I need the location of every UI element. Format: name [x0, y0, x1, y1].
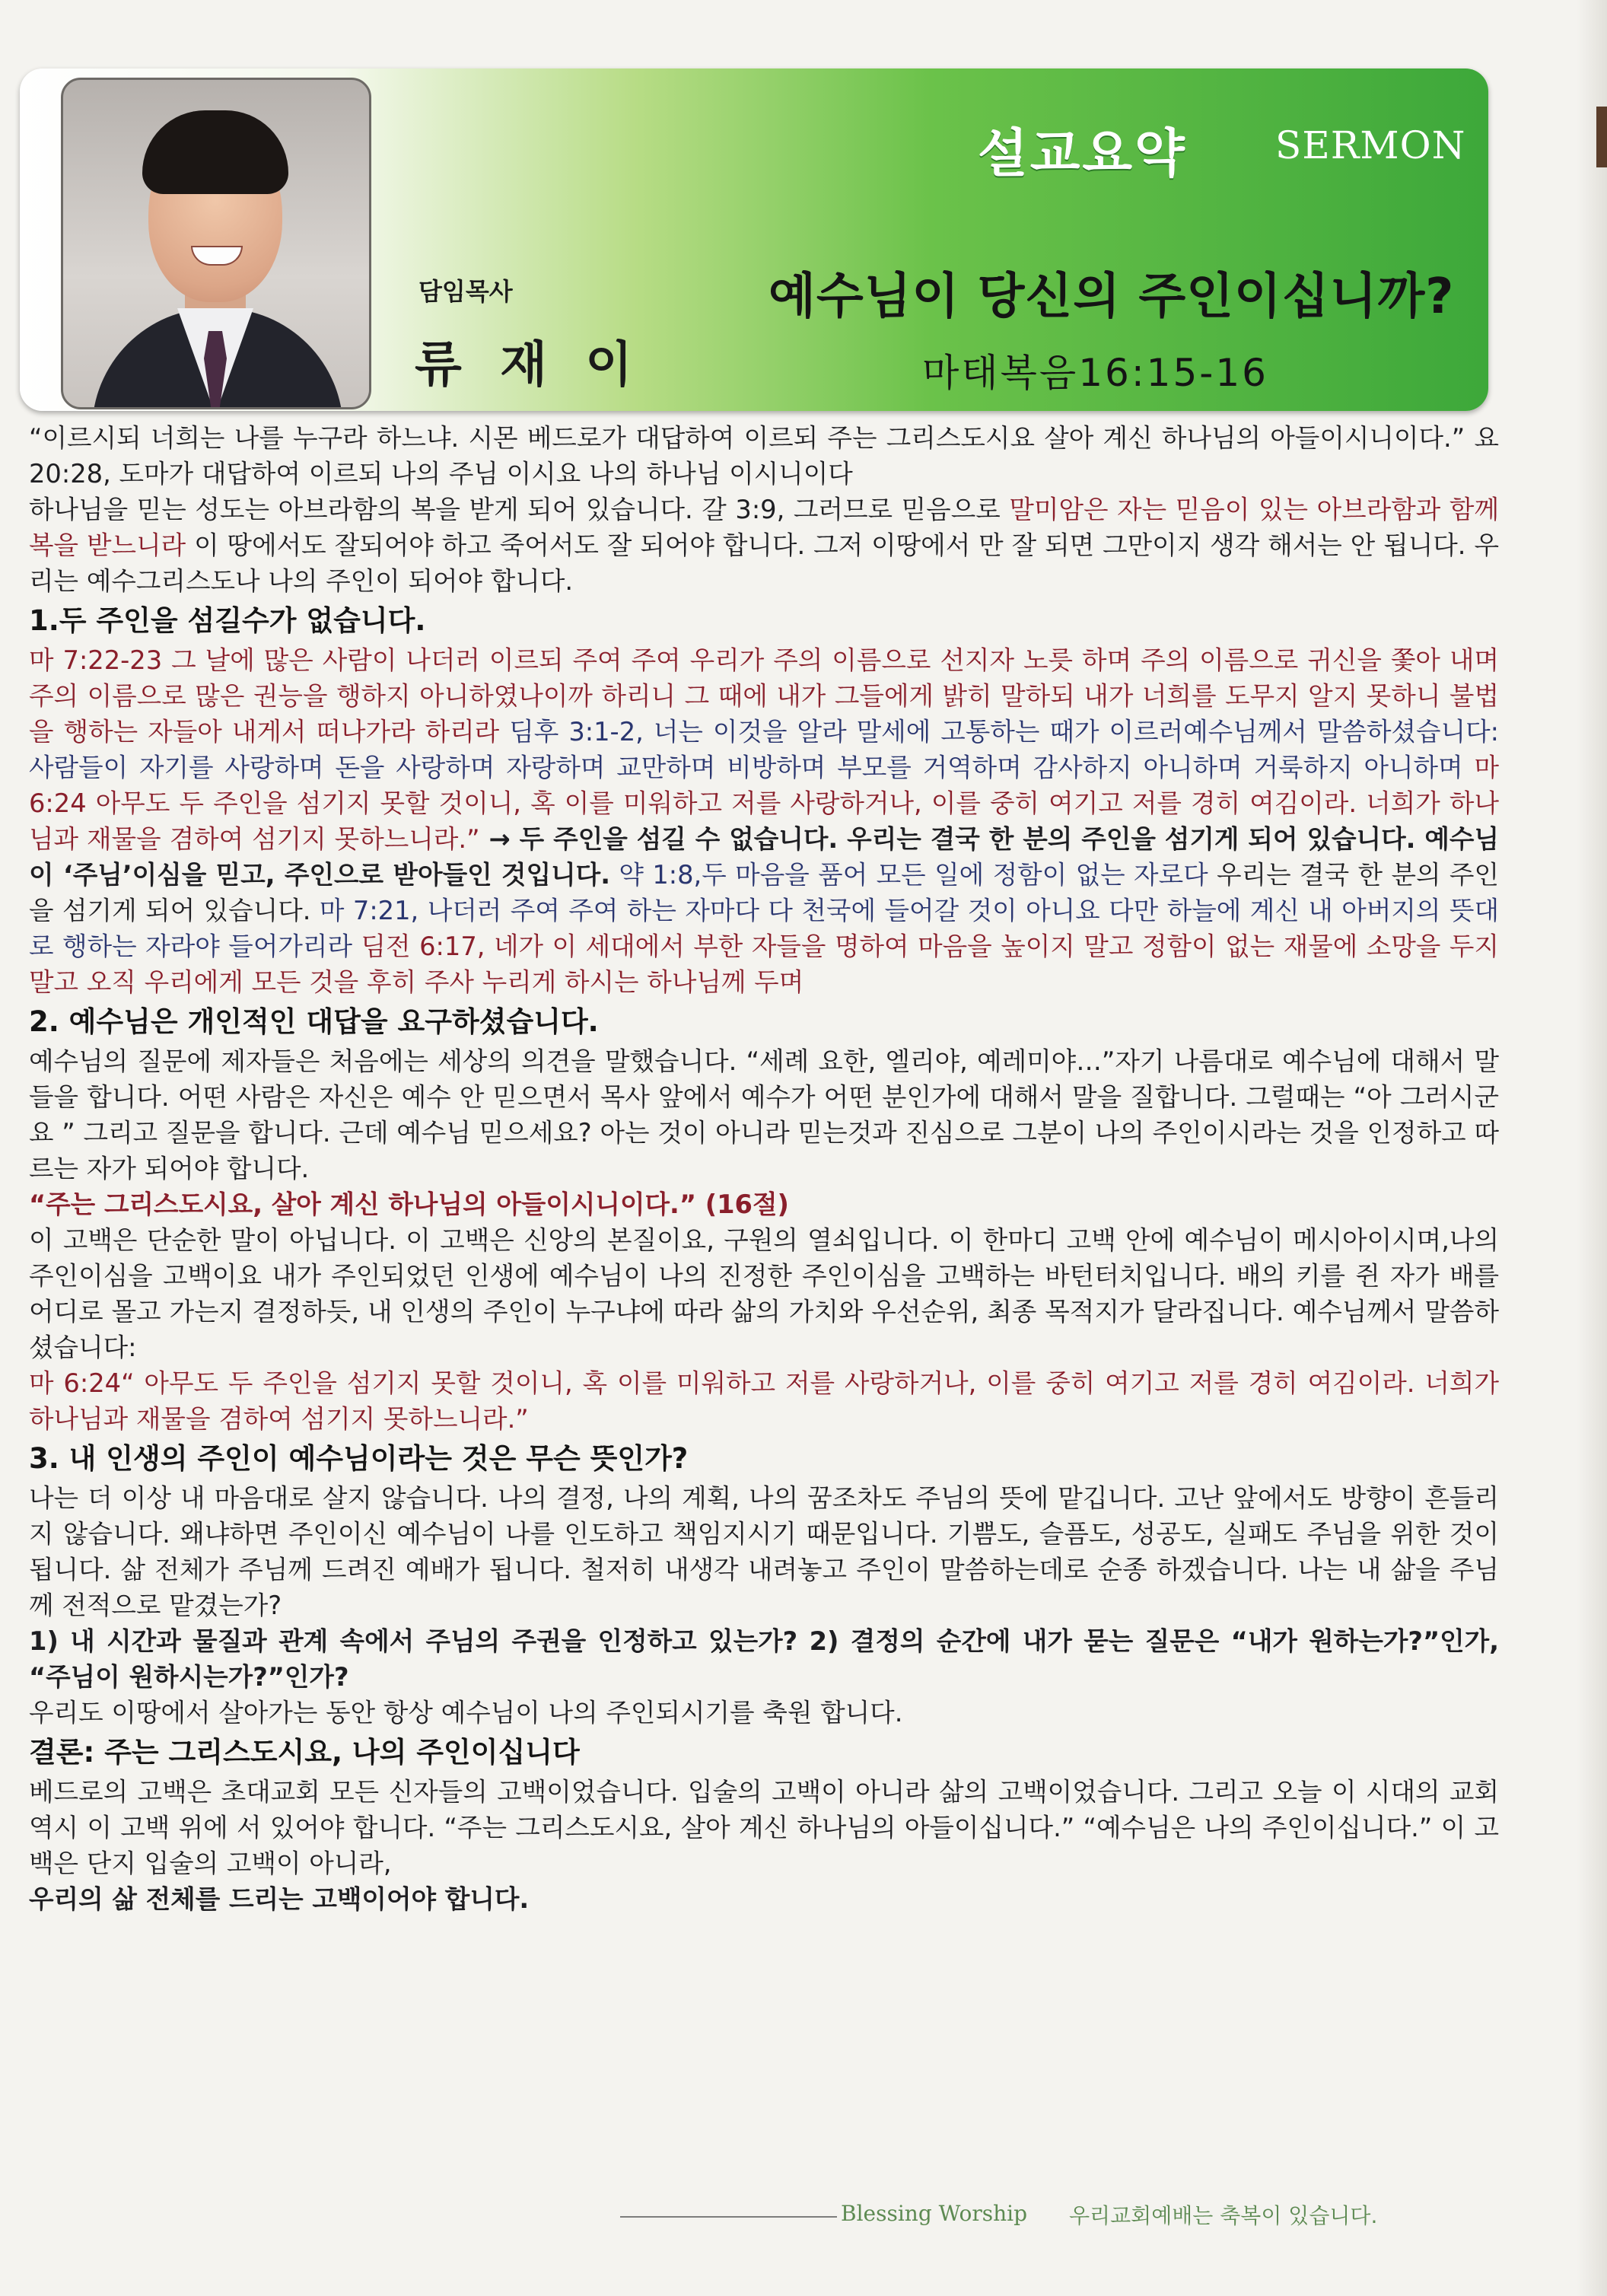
section3-paragraph: 나는 더 이상 내 마음대로 살지 않습니다. 나의 결정, 나의 계획, 나의 꿈조차도 주님의 뜻에 맡깁니다. 고난 앞에서도 방향이 흔들리지 않습니다. 왜냐하면 주인이신 예수님이 나를 인도하고 책임지시기 때문입니다. 기쁨도, 슬픔도, 성공도, 실패도 주님을 위한 것이 됩니다. 삶 전체가 주님께 드려진 예배가 됩니다. 철저히 내생각 내려놓고 주인이 말씀하는데로 순종 하겠습니다. 나는 내 삶을 주님께 전적으로 맡겼는가?	[29, 1483, 1499, 1620]
conclusion-heading: 결론: 주는 그리스도시요, 나의 주인이십니다	[29, 1736, 580, 1769]
matthew-6-24-verse: 마 6:24“ 아무도 두 주인을 섬기지 못할 것이니, 혹 이를 미워하고 저를 사랑하거나, 이를 중히 여기고 저를 경히 여김이라. 너희가 하나님과 재물을 겸하여 섬기지 못하느니라.”	[29, 1368, 1499, 1434]
section1-paragraph	[29, 642, 1499, 1000]
intro-text: 하나님을 믿는 성도는 아브라함의 복을 받게 되어 있습니다. 갈 3:9, 그러므로 믿음으로	[29, 495, 1010, 524]
conclusion-closing: 우리의 삶 전체를 드리는 고백이어야 합니다.	[29, 1884, 530, 1914]
galatians-quote: 말미암은 자는 믿음이 있는 아브라함과 함께 복을 받느니라	[29, 495, 1499, 560]
section2-heading: 2. 예수님은 개인적인 대답을 요구하셨습니다.	[29, 1005, 599, 1038]
timothy-6-17-quote: 딤전 6:17, 네가 이 세대에서 부한 자들을 명하여 마음을 높이지 말고 정함이 없는 재물에 소망을 두지 말고 오직 우리에게 모든 것을 후히 주사 누리게 하시는 하나님께 두며	[29, 931, 1499, 997]
james-1-8-quote: 약 1:8,두 마음을 품어 모든 일에 정함이 없는 자로다	[610, 860, 1208, 890]
intro-paragraph-2	[29, 492, 1499, 599]
matthew-6-24-quote: 마6:24 아무도 두 주인을 섬기지 못할 것이니, 혹 이를 미워하고 저를 사랑하거나, 이를 중히 여기고 저를 경히 여김이라. 너희가 하나님과 재물을 겸하여 섬기지 못하느니라.”	[29, 753, 1499, 854]
confession-quote: “주는 그리스도시요, 살아 계신 하나님의 아들이시니이다.” (16절)	[29, 1189, 789, 1219]
section1-heading: 1.두 주인을 섬길수가 없습니다.	[29, 604, 426, 637]
matthew-7-22-quote: 마 7:22-23 그 날에 많은 사람이 나더러 이르되 주여 주여 우리가 주의 이름으로 선지자 노릇 하며 주의 이름으로 귀신을 쫓아 내며 주의 이름으로 많은 권능을 행하지 아니하였나이까 하리니 그 때에 내가 그들에게 밝히 말하되 내가 너희를 도무지 알지 못하니 불법을 행하는 자들아 내게서 떠나가라 하리라	[29, 645, 1499, 747]
section3-blessing: 우리도 이땅에서 살아가는 동안 항상 예수님이 나의 주인되시기를 축원 합니다.	[29, 1698, 903, 1728]
footer-divider	[620, 2216, 837, 2218]
pastor-role: 담임목사	[418, 277, 513, 306]
scripture-reference: 마태복음16:15-16	[922, 351, 1268, 395]
page-edge	[1577, 0, 1607, 2296]
footer-brand: Blessing Worship	[841, 2201, 1028, 2226]
section2-paragraph-2: 이 고백은 단순한 말이 아닙니다. 이 고백은 신앙의 본질이요, 구원의 열쇠입니다. 이 한마디 고백 안에 예수님이 메시아이시며,나의 주인이심을 고백이요 내가 주인되었던 인생에 예수님이 나의 진정한 주인이심을 고백하는 바턴터치입니다. 배의 키를 쥔 자가 배를 어디로 몰고 가는지 결정하듯, 내 인생의 주인이 누구냐에 따라 삶의 가치와 우선순위, 최종 목적지가 달라집니다. 예수님께서 말씀하셨습니다:	[29, 1225, 1499, 1362]
sermon-body	[29, 420, 1499, 1917]
matthew-7-21-quote: 마 7:21, 나더러 주여 주여 하는 자마다 다 천국에 들어갈 것이 아니요 다만 하늘에 계신 내 아버지의 뜻대로 행하는 자라야 들어가리라	[29, 896, 1499, 961]
self-check-questions: 1) 내 시간과 물질과 관계 속에서 주님의 주권을 인정하고 있는가? 2) 결정의 순간에 내가 묻는 질문은 “내가 원하는가?”인가, “주님이 원하시는가?”인가?	[29, 1626, 1499, 1692]
section3-heading: 3. 내 인생의 주인이 예수님이라는 것은 무슨 뜻인가?	[29, 1442, 689, 1475]
section-title-korean: 설교요약	[978, 124, 1187, 184]
intro-paragraph: “이르시되 너희는 나를 누구라 하느냐. 시몬 베드로가 대답하여 이르되 주는 그리스도시요 살아 계신 하나님의 아들이시니이다.” 요 20:28, 도마가 대답하여 이르되 나의 주님 이시요 나의 하나님 이시니이다	[29, 423, 1499, 489]
footer-tagline: 우리교회예배는 축복이 있습니다.	[1069, 2203, 1378, 2228]
pastor-name: 류 재 이	[415, 337, 644, 393]
edge-tab	[1596, 107, 1607, 167]
pastor-photo	[61, 78, 371, 409]
section1-point-2: 우리는 결국 한 분의 주인을 섬기게 되어 있습니다.	[29, 860, 1499, 925]
sermon-title: 예수님이 당신의 주인이십니까?	[768, 269, 1455, 325]
section-title-english: SERMON	[1275, 123, 1466, 167]
conclusion-paragraph: 베드로의 고백은 초대교회 모든 신자들의 고백이었습니다. 입술의 고백이 아니라 삶의 고백이었습니다. 그리고 오늘 이 시대의 교회 역시 이 고백 위에 서 있어야 합니다. “주는 그리스도시요, 살아 계신 하나님의 아들이십니다.” “예수님은 나의 주인이십니다.” 이 고백은 단지 입술의 고백이 아니라,	[29, 1777, 1499, 1878]
photo-hair	[142, 110, 288, 194]
intro-text-2: 이 땅에서도 잘되어야 하고 죽어서도 잘 되어야 합니다. 그저 이땅에서 만 잘 되면 그만이지 생각 해서는 안 됩니다. 우리는 예수그리스도나 나의 주인이 되어야 합니다.	[29, 530, 1499, 596]
timothy-3-quote: 딤후 3:1-2, 너는 이것을 알라 말세에 고통하는 때가 이르러예수님께서 말씀하셨습니다: 사람들이 자기를 사랑하며 돈을 사랑하며 자랑하며 교만하며 비방하며 부모를 거역하며 감사하지 아니하며 거룩하지 아니하며	[29, 717, 1500, 782]
section2-paragraph: 예수님의 질문에 제자들은 처음에는 세상의 의견을 말했습니다. “세례 요한, 엘리야, 예레미야…”자기 나름대로 예수님에 대해서 말들을 합니다. 어떤 사람은 자신은 예수 안 믿으면서 목사 앞에서 예수가 어떤 분인가에 대해서 말을 질합니다. 그럴때는 “아 그러시군요 ” 그리고 질문을 합니다. 근데 예수님 믿으세요? 아는 것이 아니라 믿는것과 진심으로 그분이 나의 주인이시라는 것을 인정하고 따르는 자가 되어야 합니다.	[29, 1046, 1499, 1183]
section1-point: → 두 주인을 섬길 수 없습니다. 우리는 결국 한 분의 주인을 섬기게 되어 있습니다. 예수님이 ‘주님’이심을 믿고, 주인으로 받아들인 것입니다.	[29, 824, 1499, 890]
